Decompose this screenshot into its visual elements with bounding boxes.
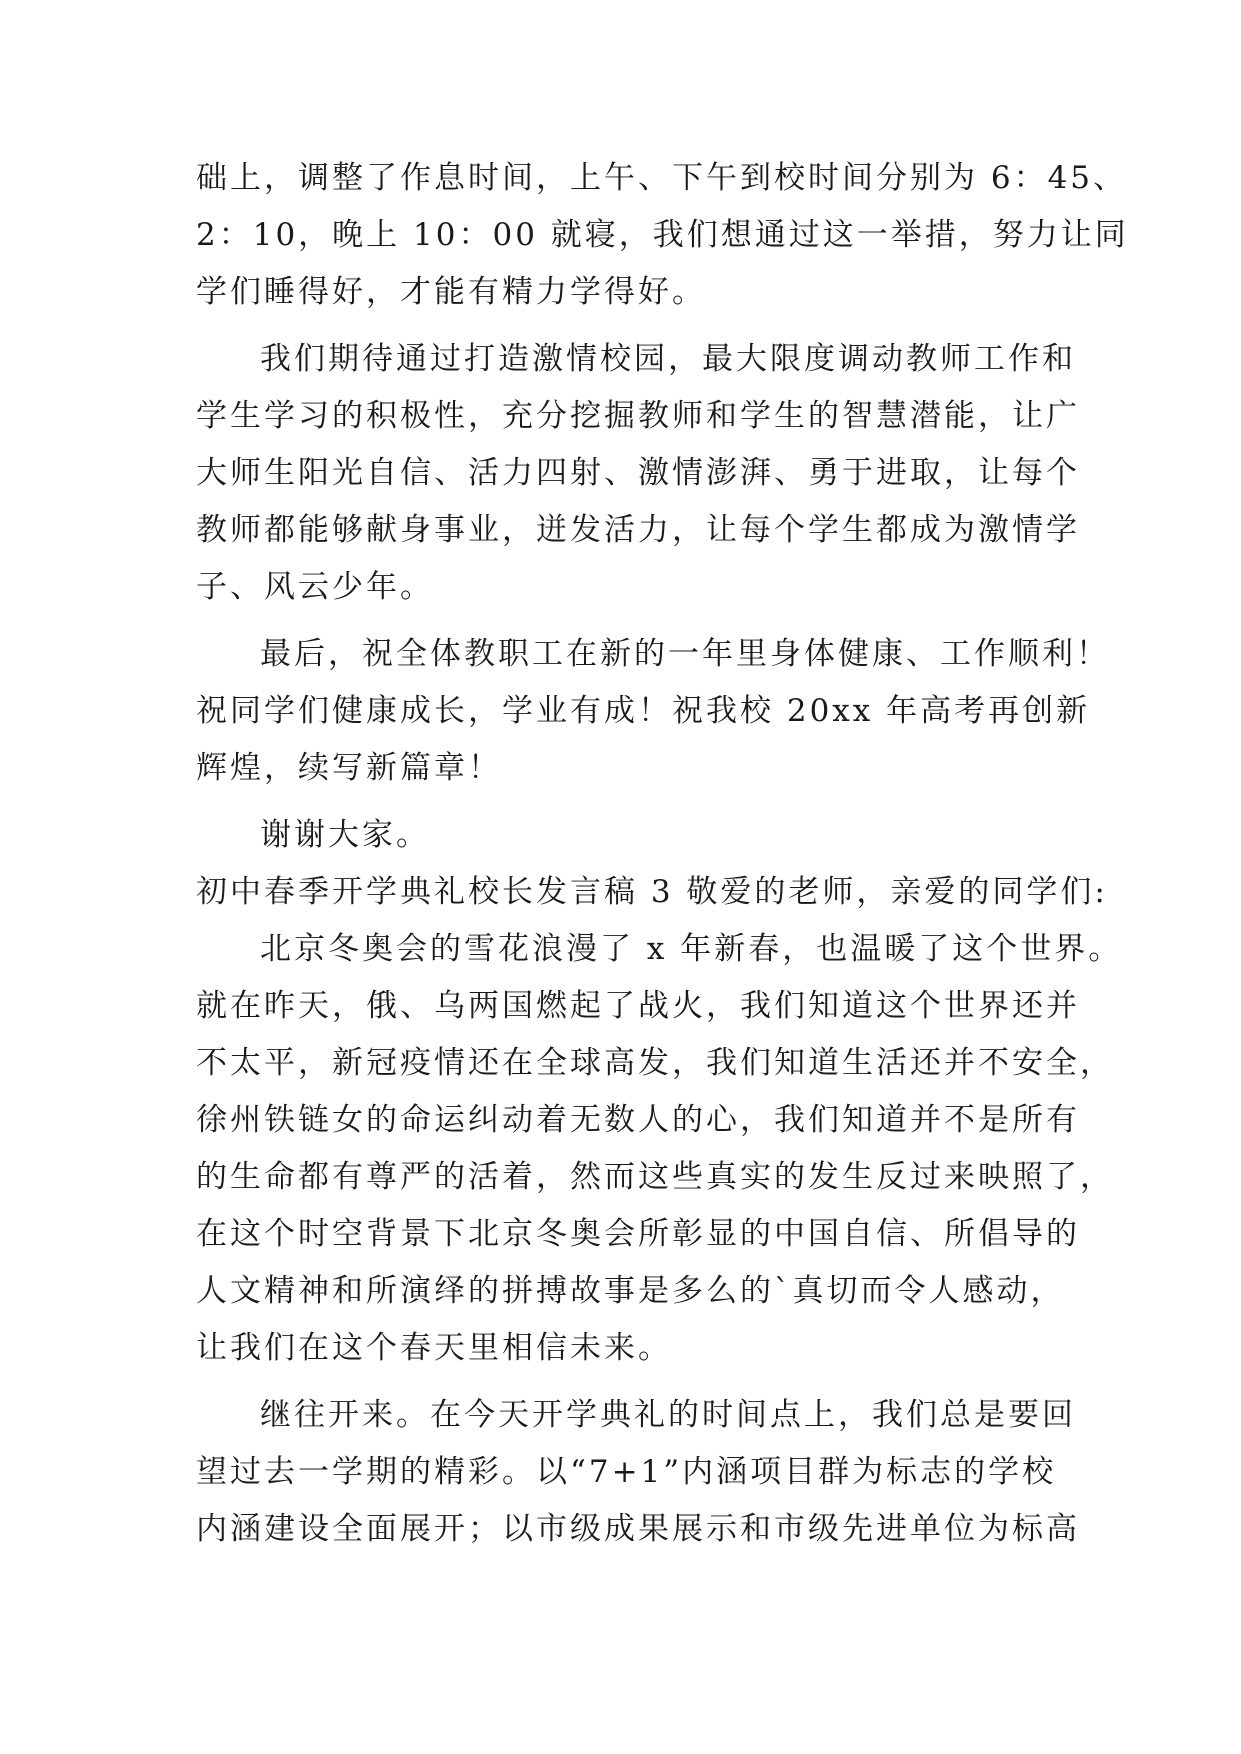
- text-line: 就在昨天，俄、乌两国燃起了战火，我们知道这个世界还并: [196, 988, 1080, 1024]
- text-line: 人文精神和所演绎的拼搏故事是多么的`真切而令人感动，: [196, 1273, 1065, 1309]
- text-line: 学们睡得好，才能有精力学得好。: [196, 274, 706, 310]
- text-line: 最后，祝全体教职工在新的一年里身体健康、工作顺利！: [260, 636, 1110, 672]
- text-line: 内涵建设全面展开；以市级成果展示和市级先进单位为标高: [196, 1511, 1080, 1547]
- text-line: 教师都能够献身事业，迸发活力，让每个学生都成为激情学: [196, 512, 1080, 548]
- text-line: 徐州铁链女的命运纠动着无数人的心，我们知道并不是所有: [196, 1102, 1080, 1138]
- text-line: 学生学习的积极性，充分挖掘教师和学生的智慧潜能，让广: [196, 398, 1080, 434]
- text-line: 让我们在这个春天里相信未来。: [196, 1330, 672, 1366]
- text-line: 大师生阳光自信、活力四射、激情澎湃、勇于进取，让每个: [196, 455, 1080, 491]
- text-line: 辉煌，续写新篇章！: [196, 750, 502, 786]
- text-line: 谢谢大家。: [260, 817, 430, 853]
- text-line: 不太平，新冠疫情还在全球高发，我们知道生活还并不安全，: [196, 1045, 1114, 1081]
- section-heading: 初中春季开学典礼校长发言稿 3 敬爱的老师，亲爱的同学们:: [196, 874, 1108, 910]
- text-line: 北京冬奥会的雪花浪漫了 x 年新春，也温暖了这个世界。: [260, 931, 1123, 967]
- document-body: [196, 150, 1129, 1558]
- text-line: 2：10，晚上 10：00 就寝，我们想通过这一举措，努力让同: [196, 217, 1129, 253]
- text-line: 在这个时空背景下北京冬奥会所彰显的中国自信、所倡导的: [196, 1216, 1080, 1252]
- text-line: 础上，调整了作息时间，上午、下午到校时间分别为 6：45、: [196, 160, 1128, 196]
- text-line: 子、风云少年。: [196, 569, 434, 605]
- text-line: 的生命都有尊严的活着，然而这些真实的发生反过来映照了，: [196, 1159, 1114, 1195]
- text-line: 祝同学们健康成长，学业有成！祝我校 20xx 年高考再创新: [196, 693, 1091, 729]
- text-line: 我们期待通过打造激情校园，最大限度调动教师工作和: [260, 341, 1076, 377]
- text-line: 继往开来。在今天开学典礼的时间点上，我们总是要回: [260, 1397, 1076, 1433]
- text-line: 望过去一学期的精彩。以“7+1”内涵项目群为标志的学校: [196, 1454, 1057, 1490]
